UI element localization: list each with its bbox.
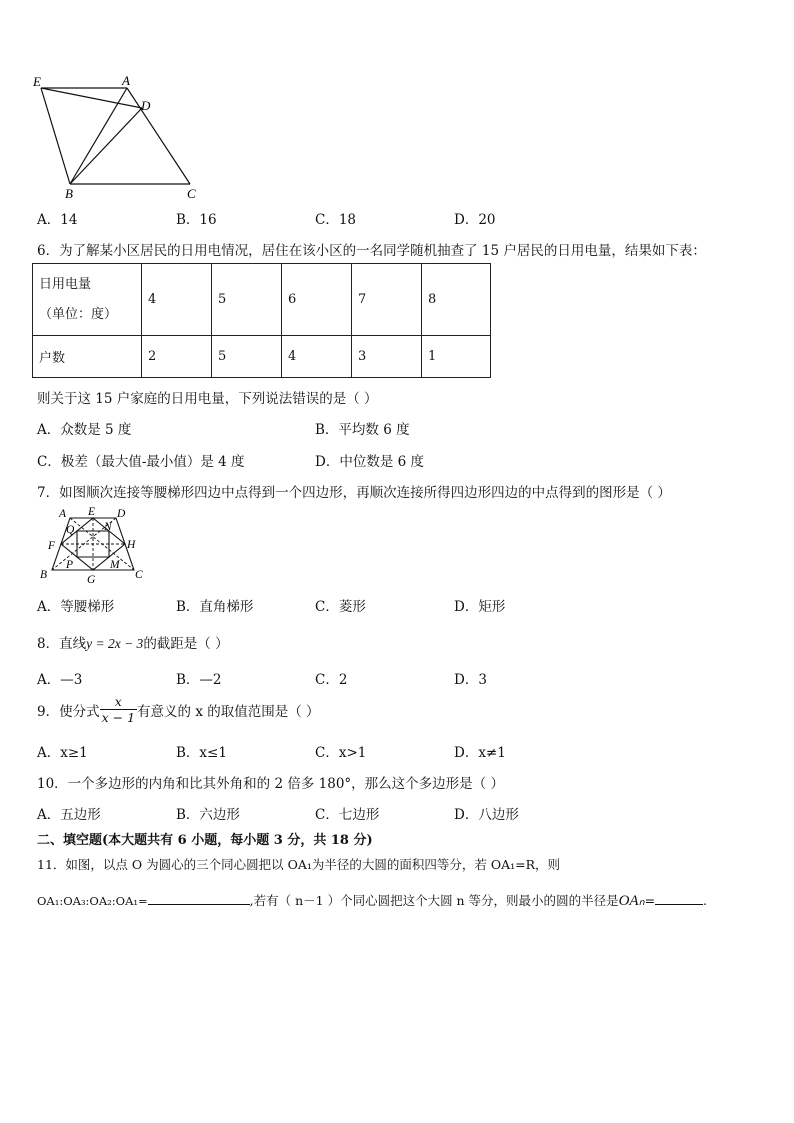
- q7-label-n: N: [104, 521, 112, 533]
- q6-option-a[interactable]: A．众数是 5 度: [37, 422, 132, 438]
- q10-option-b[interactable]: B．六边形: [176, 807, 240, 823]
- q10-stem: 10．一个多边形的内角和比其外角和的 2 倍多 180°，那么这个多边形是（ ）: [37, 776, 504, 792]
- q5-option-a[interactable]: A．14: [37, 212, 78, 228]
- q7-trapezoid-diagram: [34, 506, 154, 588]
- q8-prefix: 8．直线: [37, 636, 87, 652]
- q8-suffix: 的截距是（ ）: [143, 636, 229, 652]
- q8-stem: [37, 632, 229, 652]
- q5-parallelogram-diagram: [30, 74, 210, 204]
- q9-prefix: 9．使分式: [37, 703, 100, 720]
- q7-label-d: D: [117, 508, 126, 520]
- q9-denominator: x − 1: [101, 710, 136, 725]
- q11-mid: ,若有（ n－1 ）个同心圆把这个大圆 n 等分，则最小的圆的半径是: [249, 893, 619, 908]
- q11-end: .: [703, 893, 708, 908]
- q5-label-a: A: [122, 74, 130, 88]
- q7-label-m: M: [110, 559, 120, 571]
- q6-option-b[interactable]: B．平均数 6 度: [315, 422, 410, 438]
- q6-table: [32, 263, 491, 378]
- q10-option-a[interactable]: A．五边形: [37, 807, 101, 823]
- q6-table-cell: 2: [142, 336, 212, 378]
- q11-answer-blank-2[interactable]: [655, 892, 703, 905]
- q7-option-d[interactable]: D．矩形: [454, 599, 506, 615]
- q5-label-b: B: [65, 186, 73, 201]
- q7-label-p: P: [66, 559, 74, 571]
- q6-table-row-usage: [33, 264, 491, 336]
- q11-answer-blank-1[interactable]: [148, 892, 250, 905]
- q6-table-cell: 7: [352, 264, 422, 336]
- q7-figure: [34, 506, 154, 588]
- q7-label-a: A: [59, 508, 67, 520]
- q10-option-c[interactable]: C．七边形: [315, 807, 380, 823]
- q8-option-c[interactable]: C．2: [315, 672, 348, 688]
- q9-option-b[interactable]: B．x≤1: [176, 745, 227, 761]
- q5-option-d[interactable]: D．20: [454, 212, 496, 228]
- q7-option-a[interactable]: A．等腰梯形: [37, 599, 115, 615]
- q9-option-d[interactable]: D．x≠1: [454, 745, 506, 761]
- q7-label-e: E: [88, 506, 96, 518]
- q6-header-usage-line1: 日用电量: [39, 276, 92, 292]
- q7-option-b[interactable]: B．直角梯形: [176, 599, 254, 615]
- q6-table-cell: 5: [212, 336, 282, 378]
- q6-question: 则关于这 15 户家庭的日用电量，下列说法错误的是（ ）: [37, 391, 378, 407]
- q9-stem: [37, 694, 320, 725]
- q9-suffix: 有意义的 x 的取值范围是（ ）: [137, 703, 320, 720]
- q6-table-cell: 4: [142, 264, 212, 336]
- q7-label-g: G: [87, 574, 96, 586]
- q6-table-header-usage: [33, 264, 142, 336]
- q9-numerator: x: [100, 694, 137, 710]
- q8-option-d[interactable]: D．3: [454, 672, 487, 688]
- q6-table-cell: 4: [282, 336, 352, 378]
- q7-label-c: C: [135, 569, 143, 581]
- q7-label-b: B: [40, 569, 48, 581]
- q6-table-header-households: 户数: [33, 336, 142, 378]
- q5-label-d: D: [141, 98, 151, 113]
- q6-table-cell: 5: [212, 264, 282, 336]
- q6-header-usage-line2: （单位：度）: [39, 306, 118, 322]
- q7-label-q: Q: [66, 524, 75, 536]
- q5-label-c: C: [187, 186, 196, 201]
- q6-table-cell: 6: [282, 264, 352, 336]
- q11-oan: OAₙ: [618, 893, 645, 909]
- q5-option-b[interactable]: B．16: [176, 212, 217, 228]
- q6-stem: 6．为了解某小区居民的日用电情况，居住在该小区的一名同学随机抽查了 15 户居民的日用电量，结果如下表：: [37, 243, 706, 259]
- q6-table-cell: 3: [352, 336, 422, 378]
- q7-label-h: H: [127, 539, 136, 551]
- q5-figure: [30, 74, 210, 204]
- q5-label-e: E: [33, 74, 41, 89]
- q11-line1: 11．如图，以点 O 为圆心的三个同心圆把以 OA₁为半径的大圆的面积四等分，若 OA₁=R，则: [37, 857, 561, 872]
- q6-table-cell: 1: [422, 336, 491, 378]
- q8-option-b[interactable]: B．—2: [176, 672, 222, 688]
- q11-line2: [37, 891, 707, 910]
- q6-table-cell: 8: [422, 264, 491, 336]
- q11-ratio: OA₁:OA₃:OA₂:OA₁=: [37, 894, 148, 908]
- q6-table-row-households: [33, 336, 491, 378]
- q9-option-c[interactable]: C．x>1: [315, 745, 367, 761]
- section-title-fill-in: 二、填空题(本大题共有 6 小题，每小题 3 分，共 18 分): [37, 833, 373, 848]
- q9-fraction: [100, 694, 137, 725]
- q10-option-d[interactable]: D．八边形: [454, 807, 519, 823]
- q5-option-c[interactable]: C．18: [315, 212, 357, 228]
- q7-stem: 7．如图顺次连接等腰梯形四边中点得到一个四边形，再顺次连接所得四边形四边的中点得到的图形是（ ）: [37, 485, 671, 501]
- q11-eq: =: [644, 893, 656, 908]
- q9-option-a[interactable]: A．x≥1: [37, 745, 88, 761]
- q8-equation: y = 2x − 3: [86, 636, 144, 651]
- q7-option-c[interactable]: C．菱形: [315, 599, 366, 615]
- q7-label-f: F: [48, 540, 56, 552]
- q6-option-d[interactable]: D．中位数是 6 度: [315, 454, 424, 470]
- q8-option-a[interactable]: A．—3: [37, 672, 83, 688]
- q6-option-c[interactable]: C．极差（最大值-最小值）是 4 度: [37, 454, 245, 470]
